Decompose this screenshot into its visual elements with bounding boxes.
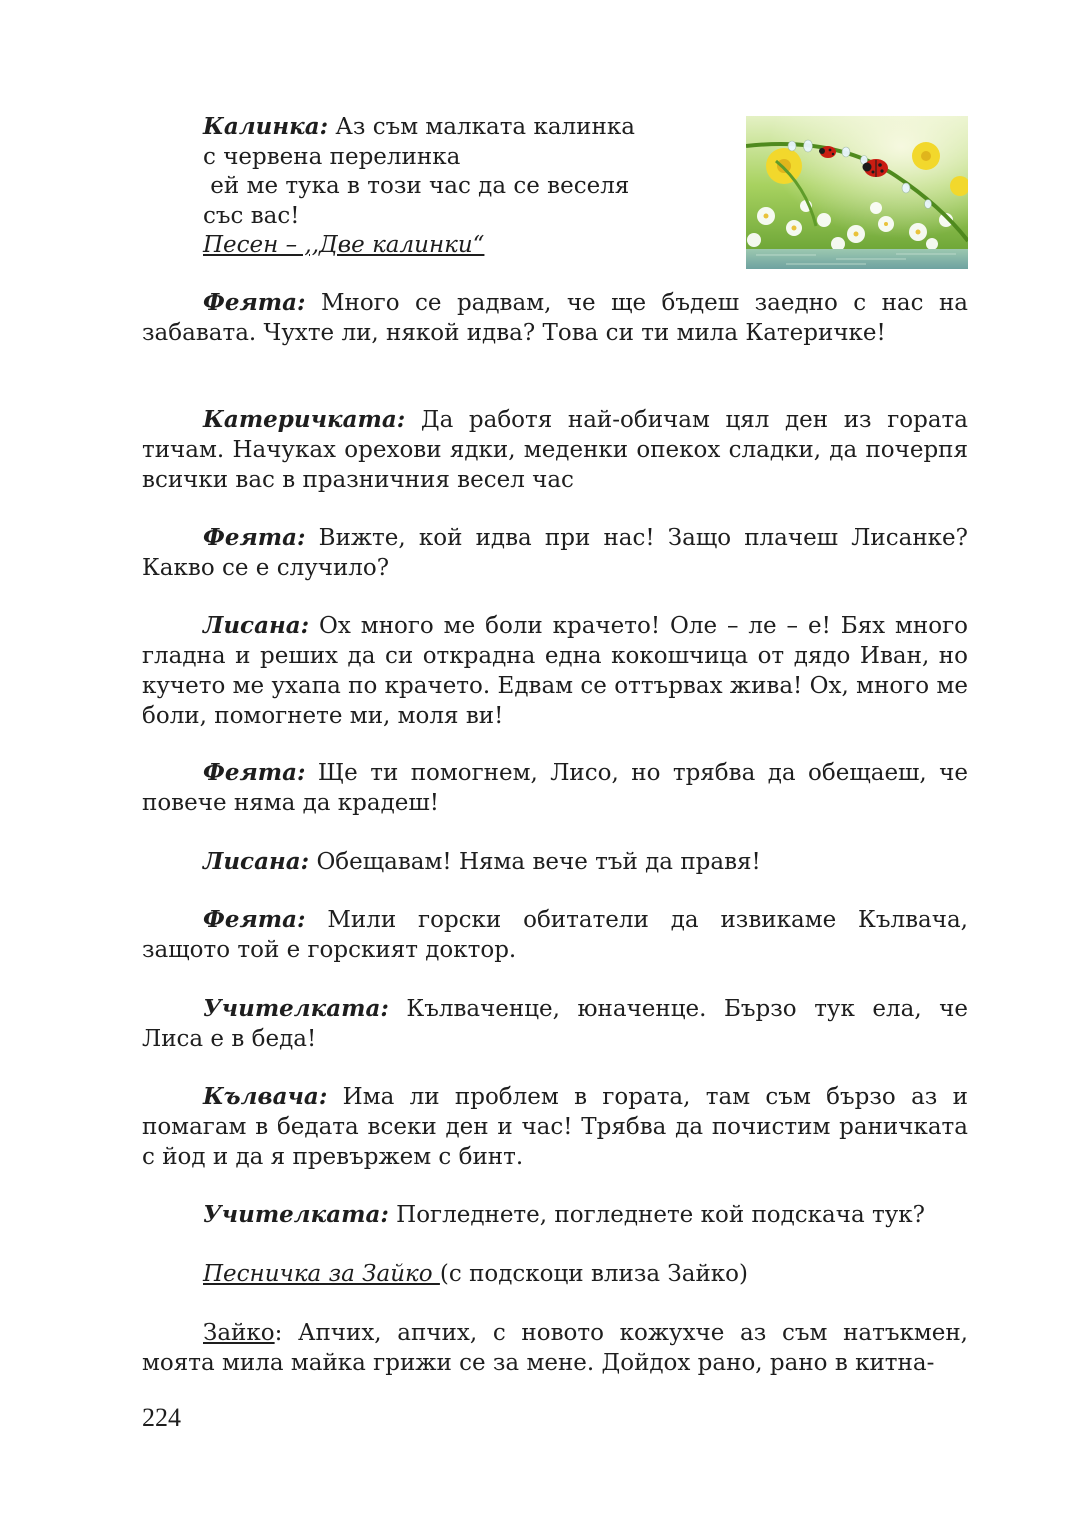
speaker-name: Феята: — [203, 759, 306, 786]
stage-direction: (с подскоци влиза Зайко) — [439, 1261, 748, 1287]
dialogue-paragraph — [142, 611, 968, 731]
dialogue-paragraph — [142, 523, 968, 583]
dialogue-paragraph — [142, 288, 968, 348]
dialogue-paragraph — [142, 1082, 968, 1172]
ladybug-photo — [746, 116, 968, 269]
page-number: 224 — [142, 1403, 181, 1432]
speaker-name: Феята: — [203, 906, 306, 933]
dialogue-text: Вижте, кой идва при нас! Защо плачеш Лисанке? Какво се е случило? — [142, 525, 968, 581]
speaker-name: Феята: — [203, 289, 306, 316]
intro-line: със вас! — [203, 202, 300, 229]
dialogue-paragraph — [142, 1200, 968, 1230]
intro-line: с червена перелинка — [203, 143, 461, 170]
dialogue-text: Да работя най-обичам цял ден из гората тичам. Начуках орехови ядки, меденки опекох сладки, да почерпя всички вас в празничния весел час — [142, 407, 968, 493]
speaker-name: Кълвача: — [203, 1083, 328, 1110]
intro-line — [203, 112, 723, 143]
dialogue-text: Има ли проблем в гората, там съм бързо аз и помагам в бедата всеки ден и час! Трябва да почистим раничката с йод и да я превържем с бинт. — [142, 1084, 968, 1170]
dialogue-paragraph — [142, 1318, 968, 1378]
speaker-name: Учителката: — [203, 995, 389, 1022]
dialogue-text: Погледнете, погледнете кой подскача тук? — [388, 1202, 925, 1228]
speaker-name: Феята: — [203, 524, 306, 551]
dialogue-text: Кълваченце, юначенце. Бързо тук ела, че Лиса е в беда! — [142, 996, 968, 1052]
dialogue-paragraph — [142, 905, 968, 965]
dialogue-text: Мили горски обитатели да извикаме Кълвача, защото той е горският доктор. — [142, 907, 968, 963]
verse-text: Аз съм малката калинка — [328, 114, 635, 140]
speaker-name: Катеричката: — [203, 406, 406, 433]
dialogue-paragraph — [142, 758, 968, 818]
speaker-name: Лисана: — [203, 848, 310, 875]
dialogue-text: Обещавам! Няма вече тъй да правя! — [309, 849, 761, 875]
intro-verse — [203, 112, 723, 261]
dialogue-text: Много се радвам, че ще бъдеш заедно с нас на забавата. Чухте ли, някой идва? Това си ти мила Катеричке! — [142, 290, 968, 346]
speaker-name: Зайко — [203, 1320, 275, 1346]
intro-line: ей ме тука в този час да се веселя — [203, 173, 630, 199]
dialogue-paragraph — [142, 405, 968, 495]
dialogue-paragraph — [142, 994, 968, 1054]
song-title: Песничка за Зайко — [203, 1261, 440, 1287]
dialogue-text: Ох много ме боли крачето! Оле – ле – е! Бях много гладна и реших да си открадна една кокошчица от дядо Иван, но кучето ме ухапа по крачето. Едвам се оттървах жива! Ох, много ме боли, помогнете ми, моля ви! — [142, 613, 968, 729]
speaker-name: Лисана: — [203, 612, 310, 639]
song-paragraph — [142, 1259, 968, 1289]
song-title: Песен – ,,Две калинки“ — [203, 232, 485, 258]
speaker-name: Учителката: — [203, 1201, 389, 1228]
speaker-name: Калинка: — [203, 113, 329, 140]
dialogue-paragraph — [142, 847, 968, 877]
dialogue-text: Ще ти помогнем, Лисо, но трябва да обещаеш, че повече няма да крадеш! — [142, 760, 968, 816]
dialogue-text: : Апчих, апчих, с новото кожухче аз съм натъкмен, моята мила майка грижи се за мене. Дойдох рано, рано в китна- — [142, 1320, 968, 1376]
ladybug-photo-image — [746, 116, 968, 269]
